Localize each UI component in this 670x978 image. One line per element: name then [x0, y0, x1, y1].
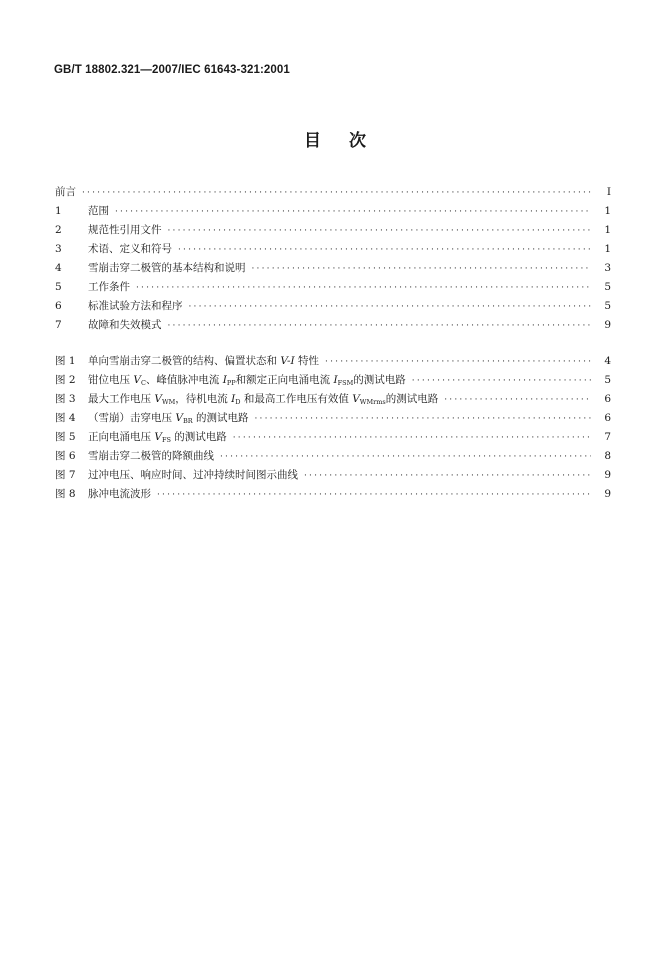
toc-entry-foreword[interactable] — [55, 183, 611, 202]
figure-number: 图 4 — [55, 412, 76, 424]
figure-caption: （雪崩）击穿电压 $V_{BR}$ 的测试电路 — [88, 412, 249, 425]
toc-page: 5 — [604, 281, 611, 293]
figure-page: 6 — [604, 412, 611, 424]
toc-number: 2 — [55, 224, 62, 236]
leader-dots — [82, 184, 591, 203]
toc-label: 规范性引用文件 — [88, 224, 162, 236]
toc-entry-5[interactable] — [55, 278, 611, 297]
figure-entry-3[interactable] — [55, 390, 611, 409]
figure-entry-4[interactable] — [55, 409, 611, 428]
leader-dots — [136, 279, 591, 298]
toc-entry-1[interactable] — [55, 202, 611, 221]
toc-page: 1 — [604, 224, 611, 236]
toc-label: 前言 — [55, 186, 76, 198]
figure-caption: 正向电涌电压 $V_{FS}$ 的测试电路 — [88, 431, 227, 444]
toc-entry-6[interactable] — [55, 297, 611, 316]
leader-dots — [325, 353, 591, 372]
toc-page: I — [606, 186, 611, 198]
figure-caption: 单向雪崩击穿二极管的结构、偏置状态和 V-I 特性 — [88, 355, 320, 367]
toc-entry-4[interactable] — [55, 259, 611, 278]
figure-entry-7[interactable] — [55, 466, 611, 485]
toc-label: 工作条件 — [88, 281, 130, 293]
leader-dots — [252, 260, 592, 279]
figure-page: 8 — [604, 450, 611, 462]
figure-page: 9 — [604, 488, 611, 500]
standard-number: GB/T 18802.321—2007/IEC 61643-321:2001 — [54, 64, 290, 76]
toc-label: 雪崩击穿二极管的基本结构和说明 — [88, 262, 246, 274]
figure-number: 图 1 — [55, 355, 76, 367]
figure-page: 5 — [604, 374, 611, 386]
figure-number: 图 7 — [55, 469, 76, 481]
leader-dots — [444, 391, 591, 410]
toc-label: 标准试验方法和程序 — [88, 300, 183, 312]
figure-page: 7 — [604, 431, 611, 443]
figure-number: 图 6 — [55, 450, 76, 462]
figure-page: 9 — [604, 469, 611, 481]
figure-list — [55, 352, 611, 504]
figure-number: 图 8 — [55, 488, 76, 500]
leader-dots — [168, 222, 592, 241]
figure-entry-6[interactable] — [55, 447, 611, 466]
leader-dots — [178, 241, 591, 260]
toc-entry-7[interactable] — [55, 316, 611, 335]
leader-dots — [168, 317, 592, 336]
toc-page: 9 — [604, 319, 611, 331]
figure-entry-8[interactable] — [55, 485, 611, 504]
toc-number: 3 — [55, 243, 62, 255]
figure-page: 6 — [604, 393, 611, 405]
figure-entry-2[interactable] — [55, 371, 611, 390]
figure-page: 4 — [604, 355, 611, 367]
leader-dots — [304, 467, 591, 486]
page-title: 目次 — [304, 131, 394, 151]
leader-dots — [115, 203, 591, 222]
toc-number: 1 — [55, 205, 62, 217]
leader-dots — [233, 429, 591, 448]
toc-page: 3 — [604, 262, 611, 274]
leader-dots — [412, 372, 591, 391]
figure-caption: 钳位电压 $V_C$、峰值脉冲电流 $I_{PP}$和额定正向电涌电流 $I_{FSM}$的测试电路 — [88, 374, 406, 387]
toc-entry-3[interactable] — [55, 240, 611, 259]
toc-label: 术语、定义和符号 — [88, 243, 172, 255]
leader-dots — [189, 298, 592, 317]
toc-page: 5 — [604, 300, 611, 312]
toc-list — [55, 183, 611, 335]
toc-entry-2[interactable] — [55, 221, 611, 240]
toc-number: 6 — [55, 300, 62, 312]
figure-number: 图 3 — [55, 393, 76, 405]
figure-caption: 脉冲电流波形 — [88, 488, 151, 500]
figure-entry-5[interactable] — [55, 428, 611, 447]
figure-entry-1[interactable] — [55, 352, 611, 371]
figure-number: 图 2 — [55, 374, 76, 386]
toc-label: 范围 — [88, 205, 109, 217]
leader-dots — [254, 410, 591, 429]
leader-dots — [157, 486, 591, 505]
figure-number: 图 5 — [55, 431, 76, 443]
toc-number: 4 — [55, 262, 62, 274]
toc-number: 7 — [55, 319, 62, 331]
figure-caption: 雪崩击穿二极管的降额曲线 — [88, 450, 214, 462]
figure-caption: 最大工作电压 $V_{WM}$，待机电流 $I_D$ 和最高工作电压有效值 $V_{WMrms}$的测试电路 — [88, 393, 439, 406]
figure-caption: 过冲电压、响应时间、过冲持续时间图示曲线 — [88, 469, 298, 481]
toc-number: 5 — [55, 281, 62, 293]
toc-label: 故障和失效模式 — [88, 319, 162, 331]
toc-page: 1 — [604, 205, 611, 217]
toc-page: 1 — [604, 243, 611, 255]
leader-dots — [220, 448, 591, 467]
